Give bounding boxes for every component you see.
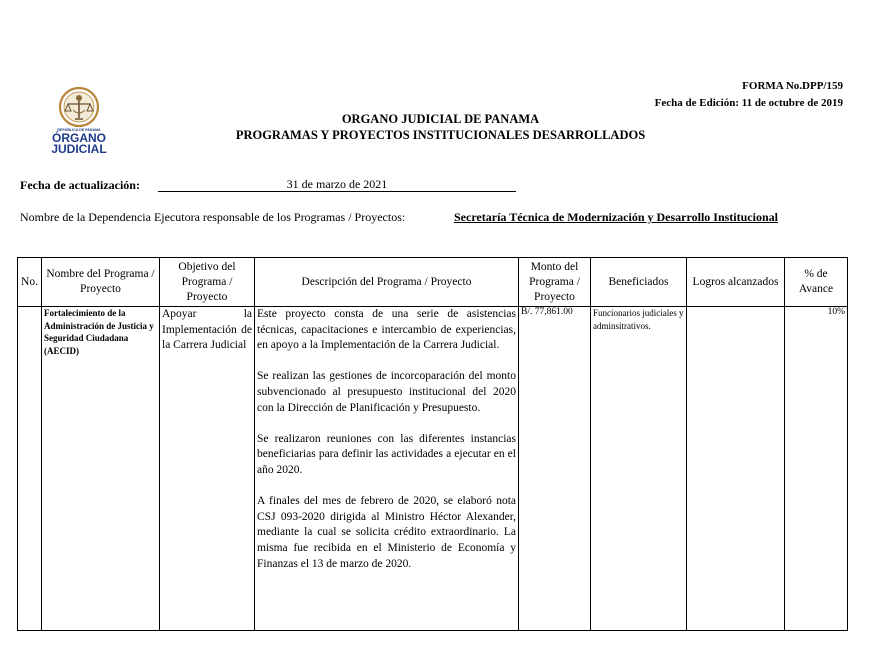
dependency-label: Nombre de la Dependencia Ejecutora responsable de los Programas / Proyectos:: [20, 210, 406, 224]
update-date-value: 31 de marzo de 2021: [158, 177, 516, 192]
header-description: Descripción del Programa / Proyecto: [255, 258, 519, 307]
document-title: ORGANO JUDICIAL DE PANAMA: [341, 112, 540, 126]
svg-text:REPÚBLICA DE PANAMÁ: REPÚBLICA DE PANAMÁ: [57, 128, 101, 132]
cell-achievements: [687, 307, 785, 631]
cell-progress: 10%: [785, 307, 848, 631]
description-paragraph: Este proyecto consta de una serie de asistencias técnicas, capacitaciones e intercambio de experiencias, en apoyo a la Implementación de la Carrera Judicial.: [257, 308, 516, 352]
header-beneficiaries: Beneficiados: [591, 258, 687, 307]
description-paragraph: A finales del mes de febrero de 2020, se elaboró nota CSJ 093-2020 dirigida al Ministro Héctor Alexander, mediante la cual se solicita crédito extraordinario. La misma fue recibida en el Ministerio de Economía y Finanzas el 13 de marzo de 2020.: [257, 495, 516, 570]
cell-beneficiaries: Funcionarios judiciales y adminsitrativos.: [591, 307, 687, 631]
svg-text:ÓRGANO: ÓRGANO: [52, 131, 106, 145]
description-paragraph: Se realizan las gestiones de incorcoparación del monto subvencionado al presupuesto institucional del 2020 con la Dirección de Planificación y Presupuesto.: [257, 370, 516, 414]
update-date-label: Fecha de actualización:: [20, 178, 140, 192]
header-amount: Monto del Programa / Proyecto: [519, 258, 591, 307]
table-row: [18, 307, 848, 631]
cell-amount: B/. 77,861.00: [519, 307, 591, 631]
header-no: No.: [18, 258, 42, 307]
dependency-value: Secretaría Técnica de Modernización y Desarrollo Institucional: [454, 210, 778, 224]
header-objective: Objetivo del Programa / Proyecto: [160, 258, 255, 307]
form-number: FORMA No.DPP/159: [742, 80, 843, 92]
header-progress: % de Avance: [785, 258, 848, 307]
description-paragraph: Se realizaron reuniones con las diferentes instancias beneficiarias para definir las actividades a ejecutar en el año 2020.: [257, 432, 516, 476]
cell-program-name: Fortalecimiento de la Administración de Justicia y Seguridad Ciudadana (AECID): [42, 307, 160, 631]
header-name: Nombre del Programa / Proyecto: [42, 258, 160, 307]
cell-description: [255, 307, 519, 631]
svg-text:JUDICIAL: JUDICIAL: [51, 142, 107, 156]
cell-objective: Apoyar la Implementación de la Carrera Judicial: [160, 307, 255, 631]
edition-date: Fecha de Edición: 11 de octubre de 2019: [654, 97, 843, 109]
programs-table: [17, 257, 848, 631]
document-subtitle: PROGRAMAS Y PROYECTOS INSTITUCIONALES DESARROLLADOS: [235, 128, 646, 142]
header-achievements: Logros alcanzados: [687, 258, 785, 307]
cell-no: [18, 307, 42, 631]
table-header-row: [18, 258, 848, 307]
